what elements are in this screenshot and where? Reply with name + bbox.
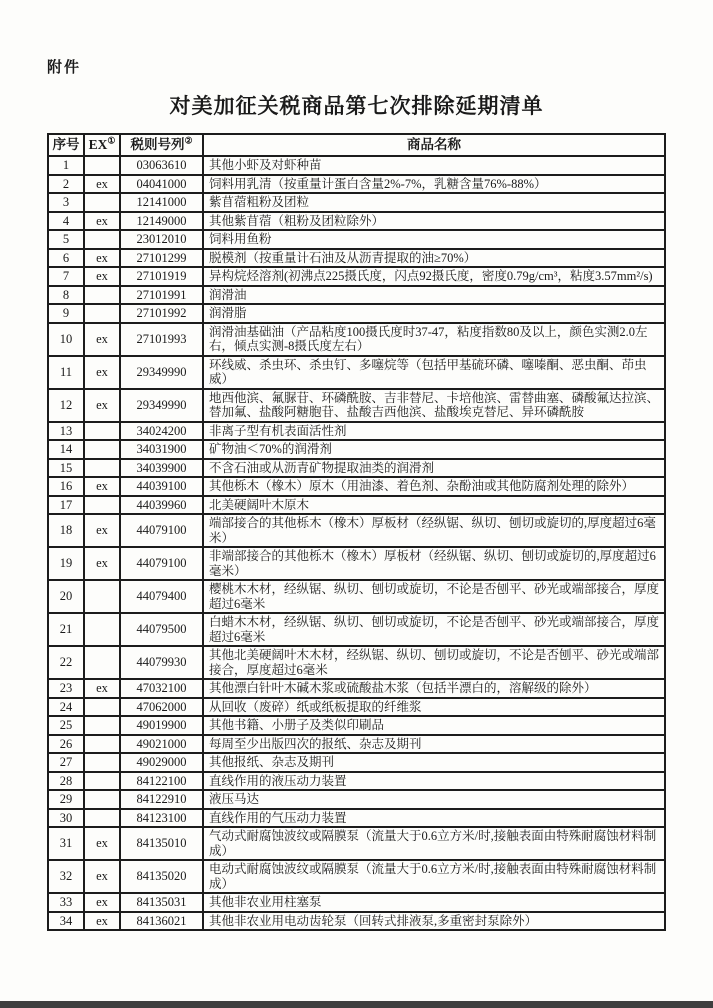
code-cell: 34024200 [120, 422, 203, 441]
seq-cell: 1 [48, 156, 84, 175]
ex-cell [84, 790, 120, 809]
name-cell: 非端部接合的其他栎木（橡木）厚板材（经纵锯、纵切、刨切或旋切的,厚度超过6毫米） [203, 547, 665, 580]
name-cell: 脱模剂（按重量计石油及从沥青提取的油≥70%） [203, 249, 665, 268]
table-row [48, 580, 665, 613]
ex-cell: ex [84, 175, 120, 194]
ex-cell [84, 440, 120, 459]
table-row [48, 514, 665, 547]
table-row [48, 827, 665, 860]
code-cell: 44079930 [120, 646, 203, 679]
name-cell: 其他非农业用电动齿轮泵（回转式排液泵,多重密封泵除外） [203, 912, 665, 931]
seq-cell: 21 [48, 613, 84, 646]
code-cell: 27101299 [120, 249, 203, 268]
seq-cell: 16 [48, 477, 84, 496]
name-cell: 白蜡木木材，经纵锯、纵切、刨切或旋切，不论是否刨平、砂光或端部接合，厚度超过6毫米 [203, 613, 665, 646]
ex-cell: ex [84, 249, 120, 268]
ex-cell: ex [84, 893, 120, 912]
code-cell: 44079400 [120, 580, 203, 613]
ex-cell [84, 422, 120, 441]
table-row [48, 613, 665, 646]
name-cell: 其他栎木（橡木）原木（用油漆、着色剂、杂酚油或其他防腐剂处理的除外） [203, 477, 665, 496]
ex-cell [84, 156, 120, 175]
seq-cell: 31 [48, 827, 84, 860]
ex-cell [84, 809, 120, 828]
seq-cell: 24 [48, 698, 84, 717]
ex-cell: ex [84, 679, 120, 698]
code-cell: 29349990 [120, 356, 203, 389]
ex-cell: ex [84, 356, 120, 389]
table-row [48, 809, 665, 828]
name-cell: 饲料用鱼粉 [203, 230, 665, 249]
seq-cell: 6 [48, 249, 84, 268]
code-cell: 49029000 [120, 753, 203, 772]
table-row [48, 893, 665, 912]
name-cell: 其他小虾及对虾种苗 [203, 156, 665, 175]
table-row [48, 912, 665, 931]
table-row [48, 753, 665, 772]
table-row [48, 646, 665, 679]
seq-cell: 19 [48, 547, 84, 580]
name-cell: 非离子型有机表面活性剂 [203, 422, 665, 441]
name-cell: 端部接合的其他栎木（橡木）厚板材（经纵锯、纵切、刨切或旋切的,厚度超过6毫米） [203, 514, 665, 547]
name-cell: 异构烷烃溶剂(初沸点225摄氏度，闪点92摄氏度，密度0.79g/cm³，粘度3.57mm²/s) [203, 267, 665, 286]
ex-cell [84, 459, 120, 478]
ex-cell: ex [84, 514, 120, 547]
ex-cell [84, 496, 120, 515]
table-row [48, 698, 665, 717]
ex-cell: ex [84, 212, 120, 231]
seq-cell: 33 [48, 893, 84, 912]
seq-cell: 10 [48, 323, 84, 356]
name-cell: 其他紫苜蓿（粗粉及团粒除外） [203, 212, 665, 231]
name-cell: 北美硬阔叶木原木 [203, 496, 665, 515]
seq-cell: 3 [48, 193, 84, 212]
table-row [48, 790, 665, 809]
table-row [48, 496, 665, 515]
ex-cell [84, 613, 120, 646]
seq-cell: 30 [48, 809, 84, 828]
table-row [48, 230, 665, 249]
table-row [48, 772, 665, 791]
code-cell: 44039100 [120, 477, 203, 496]
name-cell: 润滑油基础油（产品粘度100摄氏度时37-47，粘度指数80及以上，颜色实测2.0左右，倾点实测-8摄氏度左右） [203, 323, 665, 356]
page-bottom-edge [0, 1001, 713, 1008]
table-row [48, 156, 665, 175]
seq-cell: 29 [48, 790, 84, 809]
code-cell: 49019900 [120, 716, 203, 735]
ex-cell: ex [84, 323, 120, 356]
table-row [48, 860, 665, 893]
ex-cell [84, 580, 120, 613]
code-cell: 84135020 [120, 860, 203, 893]
ex-cell [84, 193, 120, 212]
table-row [48, 459, 665, 478]
seq-cell: 22 [48, 646, 84, 679]
seq-cell: 20 [48, 580, 84, 613]
code-cell: 47062000 [120, 698, 203, 717]
code-cell: 44079500 [120, 613, 203, 646]
ex-cell: ex [84, 860, 120, 893]
seq-cell: 27 [48, 753, 84, 772]
ex-cell [84, 753, 120, 772]
seq-cell: 26 [48, 735, 84, 754]
footnote-marker: ① [107, 135, 116, 146]
seq-cell: 5 [48, 230, 84, 249]
ex-cell: ex [84, 267, 120, 286]
table-row [48, 679, 665, 698]
page-title: 对美加征关税商品第七次排除延期清单 [169, 94, 544, 118]
name-cell: 矿物油＜70%的润滑剂 [203, 440, 665, 459]
code-cell: 47032100 [120, 679, 203, 698]
column-header-code: 税则号列② [120, 134, 203, 156]
name-cell: 其他书籍、小册子及类似印刷品 [203, 716, 665, 735]
table-row [48, 716, 665, 735]
code-cell: 44079100 [120, 514, 203, 547]
seq-cell: 9 [48, 304, 84, 323]
code-cell: 84135031 [120, 893, 203, 912]
seq-cell: 25 [48, 716, 84, 735]
code-cell: 84135010 [120, 827, 203, 860]
table-row [48, 286, 665, 305]
code-cell: 34031900 [120, 440, 203, 459]
ex-cell [84, 716, 120, 735]
column-header-seq: 序号 [48, 134, 84, 156]
code-cell: 04041000 [120, 175, 203, 194]
ex-cell [84, 772, 120, 791]
name-cell: 其他漂白针叶木碱木浆或硫酸盐木浆（包括半漂白的，溶解级的除外） [203, 679, 665, 698]
seq-cell: 13 [48, 422, 84, 441]
table-row [48, 422, 665, 441]
seq-cell: 28 [48, 772, 84, 791]
table-row [48, 547, 665, 580]
exclusion-table [47, 133, 666, 931]
code-cell: 29349990 [120, 389, 203, 422]
name-cell: 环线威、杀虫环、杀虫钉、多噻烷等（包括甲基硫环磷、噻嗪酮、恶虫酮、茚虫威） [203, 356, 665, 389]
seq-cell: 11 [48, 356, 84, 389]
ex-cell: ex [84, 389, 120, 422]
code-cell: 27101992 [120, 304, 203, 323]
name-cell: 其他北美硬阔叶木木材，经纵锯、纵切、刨切或旋切，不论是否刨平、砂光或端部接合，厚度超过6毫米 [203, 646, 665, 679]
seq-cell: 4 [48, 212, 84, 231]
ex-cell: ex [84, 477, 120, 496]
seq-cell: 18 [48, 514, 84, 547]
table-row [48, 323, 665, 356]
table-row [48, 356, 665, 389]
name-cell: 电动式耐腐蚀波纹或隔膜泵（流量大于0.6立方米/时,接触表面由特殊耐腐蚀材料制成） [203, 860, 665, 893]
name-cell: 紫苜蓿粗粉及团粒 [203, 193, 665, 212]
ex-cell [84, 286, 120, 305]
code-cell: 84123100 [120, 809, 203, 828]
code-cell: 12149000 [120, 212, 203, 231]
column-header-ex: EX① [84, 134, 120, 156]
seq-cell: 32 [48, 860, 84, 893]
name-cell: 其他报纸、杂志及期刊 [203, 753, 665, 772]
name-cell: 樱桃木木材，经纵锯、纵切、刨切或旋切，不论是否刨平、砂光或端部接合，厚度超过6毫米 [203, 580, 665, 613]
attachment-label: 附件 [47, 60, 82, 76]
name-cell: 其他非农业用柱塞泵 [203, 893, 665, 912]
name-cell: 地西他滨、氟脲苷、环磷酰胺、吉非替尼、卡培他滨、雷替曲塞、磷酸氟达拉滨、替加氟、盐酸阿糖胞苷、盐酸吉西他滨、盐酸埃克替尼、异环磷酰胺 [203, 389, 665, 422]
code-cell: 49021000 [120, 735, 203, 754]
seq-cell: 2 [48, 175, 84, 194]
ex-cell [84, 304, 120, 323]
code-cell: 03063610 [120, 156, 203, 175]
table-row [48, 735, 665, 754]
seq-cell: 34 [48, 912, 84, 931]
exclusion-table-body [48, 156, 665, 930]
table-row [48, 175, 665, 194]
table-row [48, 212, 665, 231]
ex-cell [84, 646, 120, 679]
code-cell: 84122100 [120, 772, 203, 791]
name-cell: 不含石油或从沥青矿物提取油类的润滑剂 [203, 459, 665, 478]
code-cell: 44079100 [120, 547, 203, 580]
name-cell: 直线作用的气压动力装置 [203, 809, 665, 828]
seq-cell: 8 [48, 286, 84, 305]
code-cell: 27101919 [120, 267, 203, 286]
table-row [48, 267, 665, 286]
code-cell: 27101991 [120, 286, 203, 305]
table-row [48, 193, 665, 212]
ex-cell: ex [84, 547, 120, 580]
seq-cell: 12 [48, 389, 84, 422]
name-cell: 每周至少出版四次的报纸、杂志及期刊 [203, 735, 665, 754]
name-cell: 润滑油 [203, 286, 665, 305]
code-cell: 27101993 [120, 323, 203, 356]
seq-cell: 7 [48, 267, 84, 286]
table-row [48, 249, 665, 268]
seq-cell: 23 [48, 679, 84, 698]
ex-cell: ex [84, 912, 120, 931]
table-row [48, 304, 665, 323]
code-cell: 23012010 [120, 230, 203, 249]
code-cell: 84136021 [120, 912, 203, 931]
table-row [48, 440, 665, 459]
code-cell: 84122910 [120, 790, 203, 809]
seq-cell: 14 [48, 440, 84, 459]
ex-cell [84, 230, 120, 249]
code-cell: 12141000 [120, 193, 203, 212]
column-header-name: 商品名称 [203, 134, 665, 156]
name-cell: 直线作用的液压动力装置 [203, 772, 665, 791]
ex-cell [84, 735, 120, 754]
code-cell: 34039900 [120, 459, 203, 478]
footnote-marker: ② [184, 135, 193, 146]
name-cell: 从回收（废碎）纸或纸板提取的纤维浆 [203, 698, 665, 717]
ex-cell [84, 698, 120, 717]
seq-cell: 17 [48, 496, 84, 515]
table-row [48, 477, 665, 496]
name-cell: 润滑脂 [203, 304, 665, 323]
table-header-row [48, 134, 665, 156]
name-cell: 饲料用乳清（按重量计蛋白含量2%-7%，乳糖含量76%-88%） [203, 175, 665, 194]
name-cell: 气动式耐腐蚀波纹或隔膜泵（流量大于0.6立方米/时,接触表面由特殊耐腐蚀材料制成） [203, 827, 665, 860]
ex-cell: ex [84, 827, 120, 860]
code-cell: 44039960 [120, 496, 203, 515]
seq-cell: 15 [48, 459, 84, 478]
name-cell: 液压马达 [203, 790, 665, 809]
table-row [48, 389, 665, 422]
